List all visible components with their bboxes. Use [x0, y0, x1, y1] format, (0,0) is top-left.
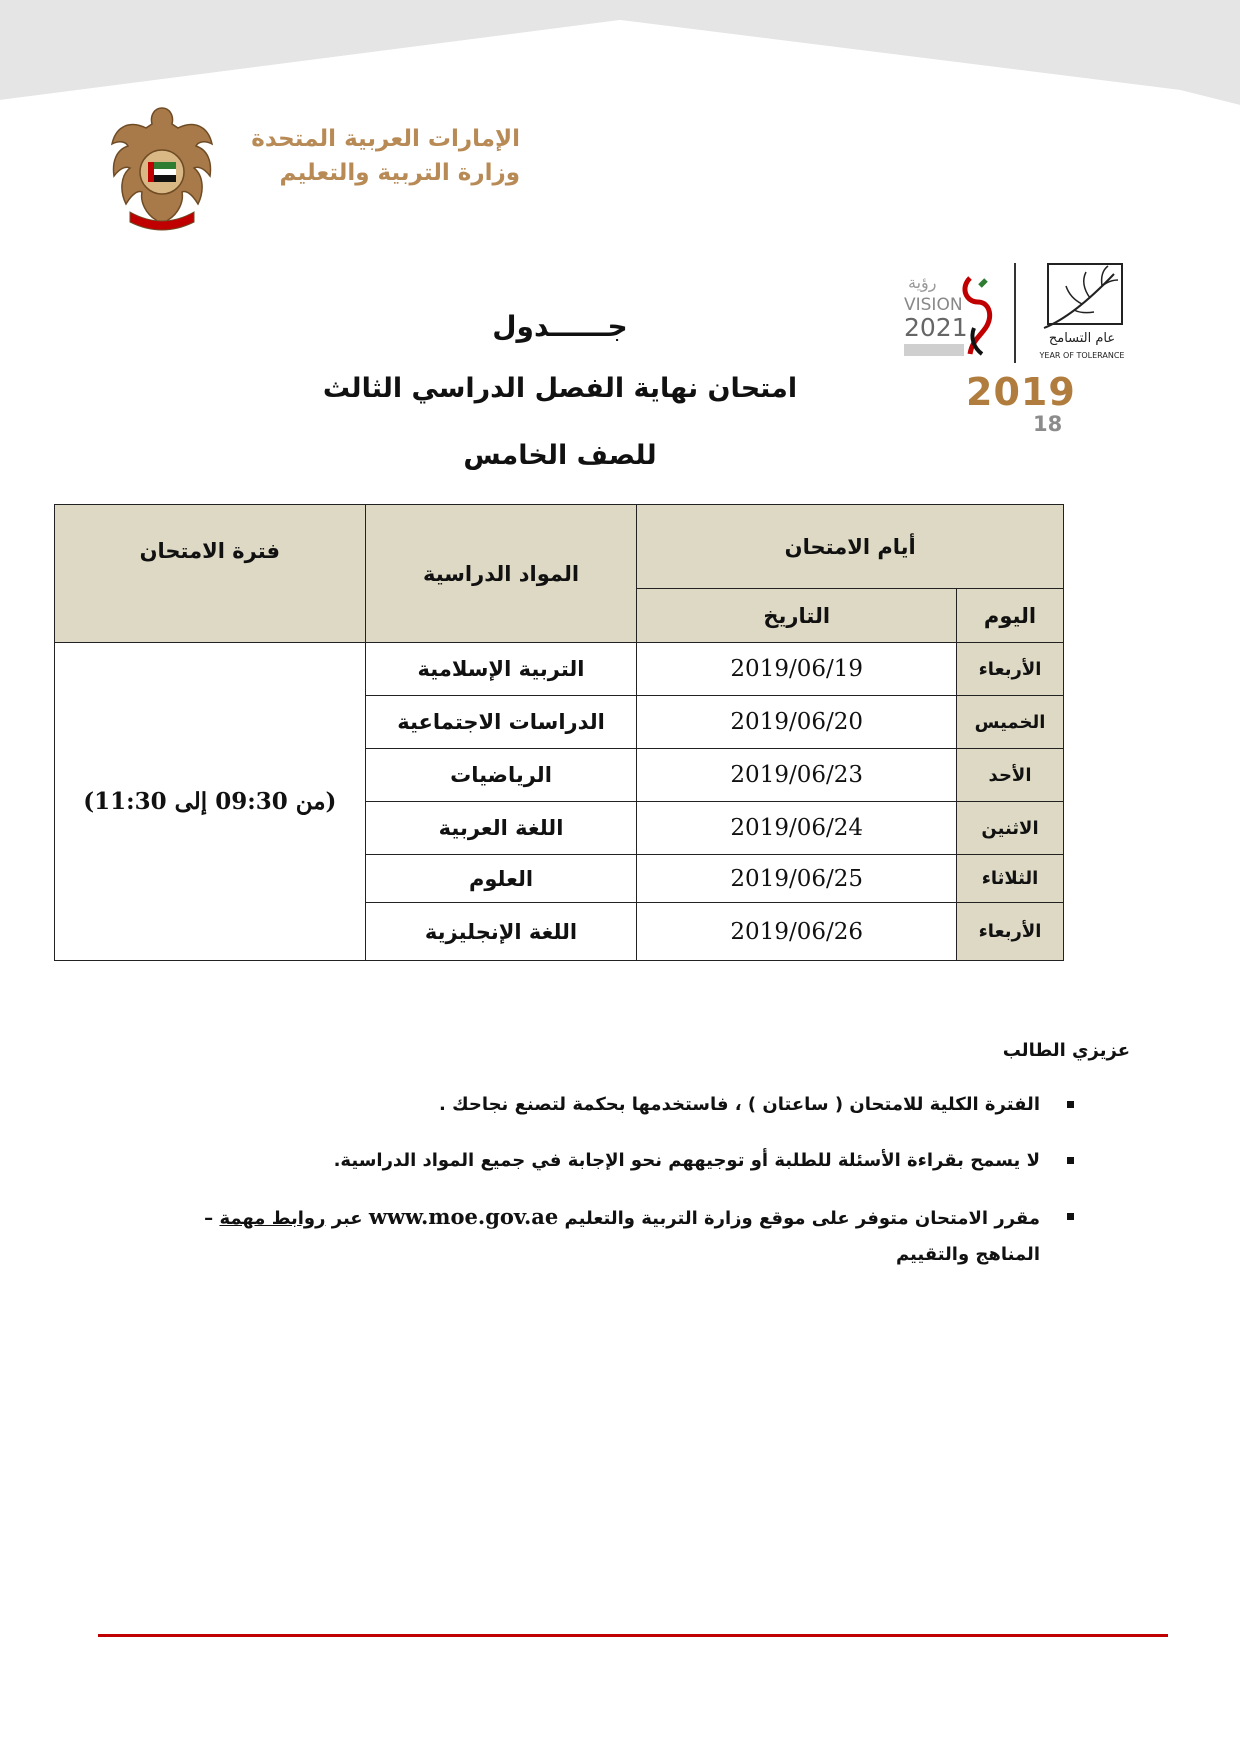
date-cell: 2019/06/20	[637, 696, 957, 749]
page-number: 18	[1033, 412, 1063, 436]
document-title: جــــــدول	[492, 310, 628, 343]
day-cell: الأحد	[957, 749, 1064, 802]
bullet-icon	[1067, 1101, 1074, 1108]
ministry-line-country: الإمارات العربية المتحدة	[251, 126, 520, 152]
bullet-icon	[1067, 1157, 1074, 1164]
note-text-via: عبر	[331, 1208, 363, 1229]
day-cell: الاثنين	[957, 802, 1064, 855]
svg-text:VISION: VISION	[904, 295, 963, 315]
bullet-icon	[1067, 1213, 1074, 1220]
subject-cell: اللغة العربية	[365, 802, 637, 855]
note-item	[180, 1143, 1040, 1179]
ministry-name	[230, 122, 520, 190]
day-cell: الثلاثاء	[957, 855, 1064, 903]
svg-text:2021: 2021	[904, 313, 968, 342]
day-cell: الخميس	[957, 696, 1064, 749]
table-row	[55, 643, 1064, 696]
note-text: مقرر الامتحان متوفر على موقع وزارة التربية والتعليم	[564, 1208, 1040, 1229]
subject-cell: التربية الإسلامية	[365, 643, 637, 696]
date-cell: 2019/06/24	[637, 802, 957, 855]
subject-cell: العلوم	[365, 855, 637, 903]
ministry-line-ministry: وزارة التربية والتعليم	[279, 160, 520, 186]
footer-rule	[98, 1634, 1168, 1637]
uae-emblem-logo	[110, 100, 215, 235]
moe-website-link[interactable]: www.moe.gov.ae	[368, 1204, 559, 1229]
important-links-link[interactable]: روابط مهمة	[219, 1208, 326, 1229]
header-day: اليوم	[957, 589, 1064, 643]
grade-title: للصف الخامس	[463, 440, 657, 471]
note-text: الفترة الكلية للامتحان ( ساعتان ) ، فاستخدمها بحكمة لتصنع نجاحك .	[438, 1094, 1040, 1115]
date-cell: 2019/06/26	[637, 903, 957, 961]
day-cell: الأربعاء	[957, 903, 1064, 961]
notes-list	[180, 1087, 1130, 1273]
header-subjects: المواد الدراسية	[365, 505, 637, 643]
page-header-fold	[0, 0, 1240, 110]
svg-text:رؤية: رؤية	[908, 273, 937, 292]
date-cell: 2019/06/25	[637, 855, 957, 903]
header-date: التاريخ	[637, 589, 957, 643]
subject-cell: اللغة الإنجليزية	[365, 903, 637, 961]
header-exam-days: أيام الامتحان	[637, 505, 1064, 589]
date-cell: 2019/06/19	[637, 643, 957, 696]
year-label: 2019	[966, 370, 1076, 414]
document-subtitle: امتحان نهاية الفصل الدراسي الثالث	[322, 373, 798, 404]
tolerance-ar-text: عام التسامح	[1048, 331, 1116, 346]
student-notes	[180, 1040, 1130, 1293]
note-text-suffix: – المناهج والتقييم	[204, 1208, 1040, 1265]
note-item	[180, 1087, 1040, 1123]
exam-schedule-table	[54, 504, 1064, 961]
date-cell: 2019/06/23	[637, 749, 957, 802]
tolerance-en-text: YEAR OF TOLERANCE	[1039, 351, 1125, 360]
day-cell: الأربعاء	[957, 643, 1064, 696]
exam-period-cell: (من 09:30 إلى 11:30)	[55, 643, 366, 961]
note-text: لا يسمح بقراءة الأسئلة للطلبة أو توجيههم نحو الإجابة في جميع المواد الدراسية.	[333, 1150, 1040, 1171]
subject-cell: الرياضيات	[365, 749, 637, 802]
notes-greeting: عزيزي الطالب	[1002, 1040, 1130, 1061]
note-item	[180, 1199, 1040, 1273]
header-period: فترة الامتحان	[55, 505, 366, 643]
subject-cell: الدراسات الاجتماعية	[365, 696, 637, 749]
